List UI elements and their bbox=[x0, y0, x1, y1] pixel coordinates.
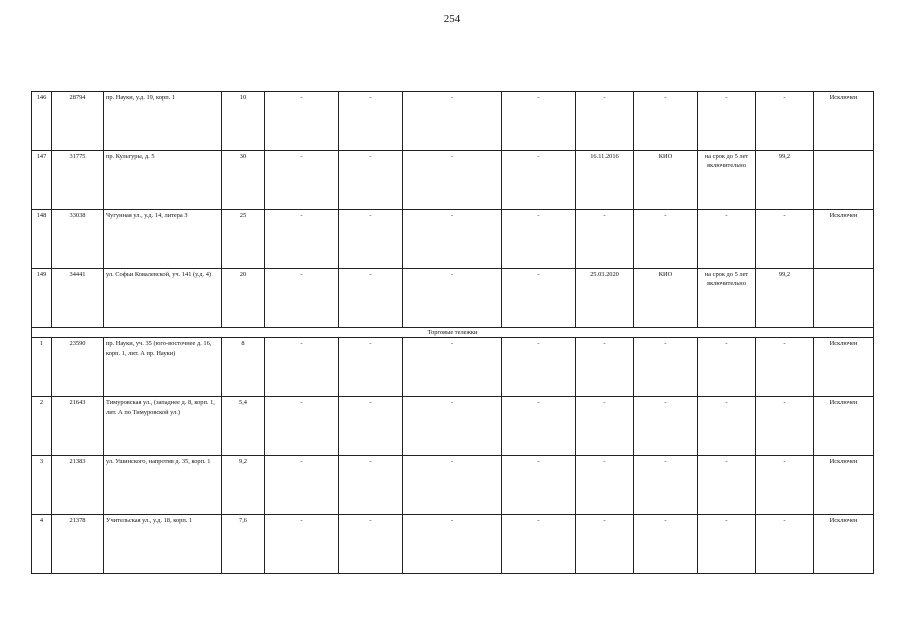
cell-authority: - bbox=[634, 92, 698, 151]
cell-authority: - bbox=[634, 456, 698, 515]
cell-percent: - bbox=[756, 210, 814, 269]
cell-col-5: - bbox=[265, 210, 339, 269]
cell-object-id: 23590 bbox=[52, 338, 104, 397]
cell-col-8: - bbox=[502, 151, 576, 210]
cell-col-6: - bbox=[339, 210, 403, 269]
cell-object-id: 28794 bbox=[52, 92, 104, 151]
cell-percent: - bbox=[756, 397, 814, 456]
cell-authority: КИО bbox=[634, 151, 698, 210]
cell-status: Исключен bbox=[814, 92, 874, 151]
cell-row-number: 146 bbox=[32, 92, 52, 151]
cell-status: Исключен bbox=[814, 456, 874, 515]
table-row bbox=[32, 397, 874, 456]
cell-address: Тимуровская ул., (западнее д. 8, корп. 1, лит. А по Тимуровской ул.) bbox=[104, 397, 222, 456]
cell-authority: - bbox=[634, 397, 698, 456]
cell-col-5: - bbox=[265, 515, 339, 574]
cell-status: Исключен bbox=[814, 515, 874, 574]
cell-area: 7,6 bbox=[222, 515, 265, 574]
cell-decision-date: - bbox=[576, 456, 634, 515]
cell-status bbox=[814, 269, 874, 328]
cell-percent: - bbox=[756, 456, 814, 515]
cell-authority: - bbox=[634, 210, 698, 269]
cell-area: 30 bbox=[222, 151, 265, 210]
cell-col-6: - bbox=[339, 269, 403, 328]
cell-percent: - bbox=[756, 338, 814, 397]
cell-status: Исключен bbox=[814, 338, 874, 397]
cell-col-7: - bbox=[403, 397, 502, 456]
cell-object-id: 31775 bbox=[52, 151, 104, 210]
cell-col-7: - bbox=[403, 269, 502, 328]
cell-percent: 99,2 bbox=[756, 151, 814, 210]
registry-table bbox=[31, 91, 874, 574]
cell-col-8: - bbox=[502, 269, 576, 328]
cell-status bbox=[814, 151, 874, 210]
cell-row-number: 4 bbox=[32, 515, 52, 574]
cell-address: ул. Ушинского, напротив д. 35, корп. 1 bbox=[104, 456, 222, 515]
cell-decision-date: - bbox=[576, 515, 634, 574]
cell-term: - bbox=[698, 210, 756, 269]
cell-col-5: - bbox=[265, 92, 339, 151]
cell-col-7: - bbox=[403, 338, 502, 397]
cell-row-number: 2 bbox=[32, 397, 52, 456]
cell-address: пр. Культуры, д. 5 bbox=[104, 151, 222, 210]
cell-row-number: 148 bbox=[32, 210, 52, 269]
table-row bbox=[32, 210, 874, 269]
cell-term: - bbox=[698, 92, 756, 151]
cell-address: Чугунная ул., у.д. 14, литера З bbox=[104, 210, 222, 269]
cell-decision-date: - bbox=[576, 397, 634, 456]
table-row bbox=[32, 515, 874, 574]
cell-col-6: - bbox=[339, 515, 403, 574]
cell-term: - bbox=[698, 515, 756, 574]
cell-term: - bbox=[698, 456, 756, 515]
cell-percent: - bbox=[756, 515, 814, 574]
cell-term: на срок до 5 лет включительно bbox=[698, 269, 756, 328]
cell-col-8: - bbox=[502, 456, 576, 515]
cell-col-7: - bbox=[403, 456, 502, 515]
cell-object-id: 33038 bbox=[52, 210, 104, 269]
cell-decision-date: - bbox=[576, 92, 634, 151]
cell-area: 5,4 bbox=[222, 397, 265, 456]
cell-col-5: - bbox=[265, 151, 339, 210]
cell-col-8: - bbox=[502, 397, 576, 456]
table-row bbox=[32, 151, 874, 210]
registry-table-body bbox=[32, 92, 874, 574]
cell-col-7: - bbox=[403, 515, 502, 574]
cell-col-8: - bbox=[502, 92, 576, 151]
cell-decision-date: - bbox=[576, 210, 634, 269]
cell-col-5: - bbox=[265, 269, 339, 328]
cell-object-id: 21383 bbox=[52, 456, 104, 515]
cell-area: 8 bbox=[222, 338, 265, 397]
cell-col-6: - bbox=[339, 151, 403, 210]
cell-col-6: - bbox=[339, 456, 403, 515]
table-row bbox=[32, 92, 874, 151]
table-row bbox=[32, 269, 874, 328]
cell-col-8: - bbox=[502, 338, 576, 397]
cell-term: - bbox=[698, 397, 756, 456]
cell-area: 10 bbox=[222, 92, 265, 151]
cell-row-number: 149 bbox=[32, 269, 52, 328]
cell-percent: - bbox=[756, 92, 814, 151]
cell-row-number: 3 bbox=[32, 456, 52, 515]
cell-address: ул. Софьи Ковалевской, уч. 141 (у.д. 4) bbox=[104, 269, 222, 328]
cell-col-7: - bbox=[403, 92, 502, 151]
cell-col-6: - bbox=[339, 338, 403, 397]
cell-decision-date: - bbox=[576, 338, 634, 397]
cell-address: пр. Науки, уч. 35 (юго-восточнее д. 16, корп. 1, лит. А пр. Науки) bbox=[104, 338, 222, 397]
section-header-row bbox=[32, 328, 874, 338]
cell-area: 20 bbox=[222, 269, 265, 328]
cell-status: Исключен bbox=[814, 397, 874, 456]
cell-authority: - bbox=[634, 515, 698, 574]
cell-area: 9,2 bbox=[222, 456, 265, 515]
cell-col-5: - bbox=[265, 456, 339, 515]
cell-address: Учительская ул., у.д. 18, корп. 1 bbox=[104, 515, 222, 574]
cell-row-number: 1 bbox=[32, 338, 52, 397]
cell-term: на срок до 5 лет включительно bbox=[698, 151, 756, 210]
cell-col-7: - bbox=[403, 151, 502, 210]
table-row bbox=[32, 456, 874, 515]
cell-term: - bbox=[698, 338, 756, 397]
cell-col-7: - bbox=[403, 210, 502, 269]
cell-col-6: - bbox=[339, 92, 403, 151]
table-row bbox=[32, 338, 874, 397]
cell-area: 25 bbox=[222, 210, 265, 269]
cell-authority: - bbox=[634, 338, 698, 397]
cell-col-5: - bbox=[265, 397, 339, 456]
cell-decision-date: 25.03.2020 bbox=[576, 269, 634, 328]
cell-percent: 99,2 bbox=[756, 269, 814, 328]
cell-address: пр. Науки, у.д. 19, корп. 1 bbox=[104, 92, 222, 151]
cell-col-6: - bbox=[339, 397, 403, 456]
cell-status: Исключен bbox=[814, 210, 874, 269]
cell-object-id: 34441 bbox=[52, 269, 104, 328]
cell-decision-date: 16.11.2016 bbox=[576, 151, 634, 210]
cell-object-id: 21643 bbox=[52, 397, 104, 456]
page-number: 254 bbox=[443, 13, 461, 25]
cell-authority: КИО bbox=[634, 269, 698, 328]
cell-row-number: 147 bbox=[32, 151, 52, 210]
cell-col-8: - bbox=[502, 210, 576, 269]
cell-object-id: 21378 bbox=[52, 515, 104, 574]
section-title: Торговые тележки bbox=[32, 328, 874, 338]
cell-col-5: - bbox=[265, 338, 339, 397]
cell-col-8: - bbox=[502, 515, 576, 574]
